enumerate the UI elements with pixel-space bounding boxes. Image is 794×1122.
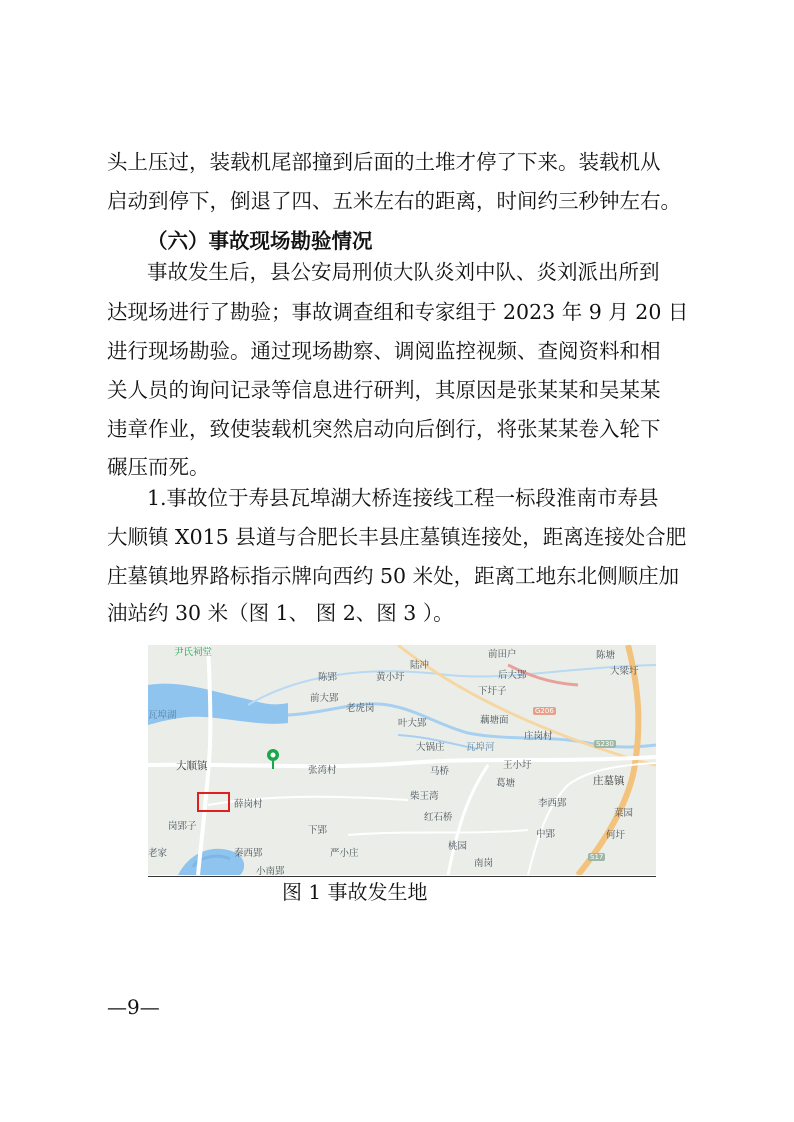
page-number: —9— <box>107 995 160 1019</box>
map-label: 前大郢 <box>310 693 339 704</box>
body-line: 1.事故位于寿县瓦埠湖大桥连接线工程一标段淮南市寿县 <box>147 486 659 510</box>
accident-location-map <box>148 645 656 875</box>
map-label: 陆冲 <box>410 660 430 671</box>
map-label: 红石桥 <box>424 812 453 823</box>
body-line: 关人员的询问记录等信息进行研判，其原因是张某某和吴某某 <box>107 378 661 402</box>
body-line: 大顺镇 X015 县道与合肥长丰县庄墓镇连接处，距离连接处合肥 <box>107 525 687 549</box>
map-label: 大锅庄 <box>416 742 445 753</box>
map-label: 柴王湾 <box>410 791 439 802</box>
map-label: 菜园 <box>614 808 634 819</box>
map-label: 前田户 <box>488 649 517 660</box>
map-label: 严小庄 <box>330 848 359 859</box>
map-label: 葛塘 <box>496 778 516 789</box>
body-line: 启动到停下，倒退了四、五米左右的距离，时间约三秒钟左右。 <box>107 189 681 213</box>
map-label: 陈郢 <box>318 672 338 683</box>
map-label: 桃园 <box>448 841 468 852</box>
map-label: 老家 <box>148 848 168 859</box>
road-shield: S17 <box>590 853 604 861</box>
map-label: 薛岗村 <box>234 799 263 810</box>
figure-caption: 图 1 事故发生地 <box>282 880 428 904</box>
map-label: 尹氏祠堂 <box>174 647 213 658</box>
body-line: 庄墓镇地界路标指示牌向西约 50 米处，距离工地东北侧顺庄加 <box>107 564 680 588</box>
map-label: 秦西郢 <box>234 848 263 859</box>
map-label: 庄墓镇 <box>593 775 625 787</box>
map-label: 南岗 <box>474 858 494 869</box>
map-label: 下郢 <box>308 825 328 836</box>
map-label: 下圩子 <box>478 686 507 697</box>
map-label: 何圩 <box>606 830 626 841</box>
section-heading: （六）事故现场勘验情况 <box>147 229 373 253</box>
road-shield: G206 <box>535 707 554 715</box>
body-line: 进行现场勘验。通过现场勘察、调阅监控视频、查阅资料和相 <box>107 339 661 363</box>
map-label: 后大郢 <box>498 670 527 681</box>
body-line: 油站约 30 米（图 1、 图 2、图 3 ）。 <box>107 601 454 625</box>
map-label: 李西郢 <box>538 798 567 809</box>
body-line: 事故发生后，县公安局刑侦大队炎刘中队、炎刘派出所到 <box>147 260 660 284</box>
body-line: 头上压过，装载机尾部撞到后面的土堆才停了下来。装载机从 <box>107 150 661 174</box>
map-label: 老虎岗 <box>346 703 375 714</box>
map-label: 庄岗村 <box>524 731 553 742</box>
map-label: 张湾村 <box>308 765 337 776</box>
body-line: 达现场进行了勘验；事故调查组和专家组于 2023 年 9 月 20 日 <box>107 300 689 324</box>
map-label: 黄小圩 <box>376 672 405 683</box>
map-label: 王小圩 <box>503 760 532 771</box>
body-line: 违章作业，致使装载机突然启动向后倒行，将张某某卷入轮下 <box>107 417 661 441</box>
map-label: 岗郢子 <box>168 821 197 832</box>
map-label: 陈塘 <box>596 650 616 661</box>
body-line: 碾压而死。 <box>107 455 210 479</box>
map-label: 瓦埠湖 <box>148 710 177 721</box>
map-label: 大梁圩 <box>610 666 639 677</box>
map-label: 瓦埠河 <box>466 742 495 753</box>
map-label: 中郢 <box>536 829 556 840</box>
map-label: 藕塘面 <box>480 715 509 726</box>
map-label: 小南郢 <box>256 866 285 875</box>
map-label: 大顺镇 <box>176 760 208 772</box>
road-shield: S230 <box>596 740 614 748</box>
map-label: 叶大郢 <box>398 718 427 729</box>
map-label: 马桥 <box>430 766 450 777</box>
